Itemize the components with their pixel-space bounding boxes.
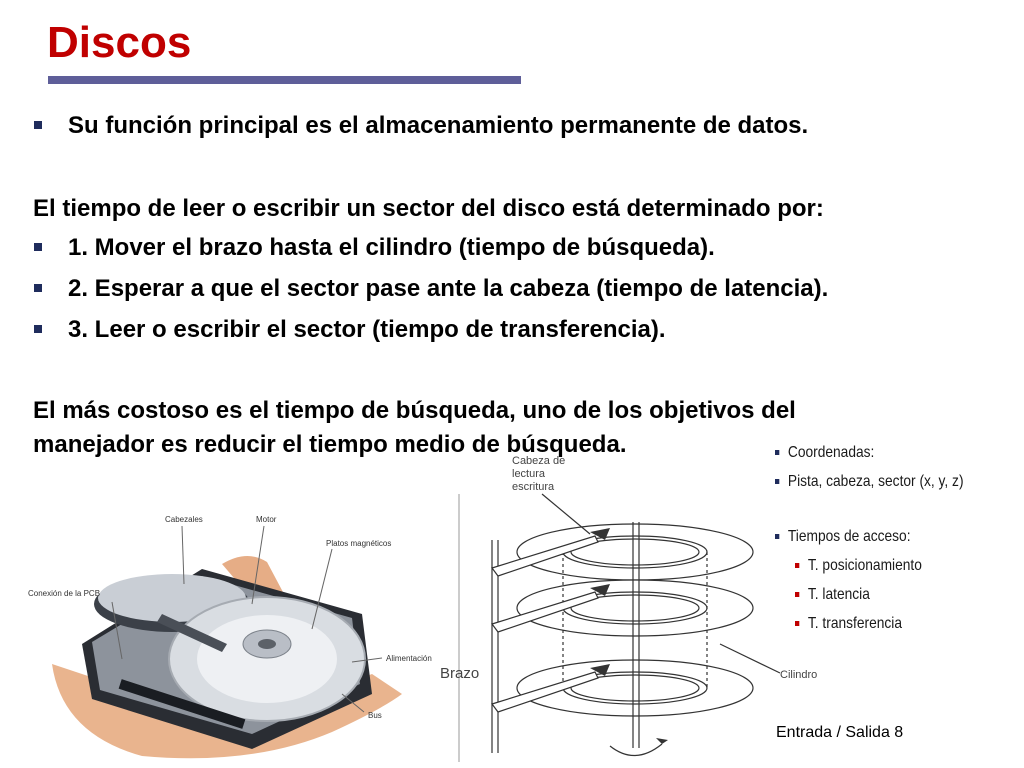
square-bullet-icon [34,243,42,251]
square-bullet-icon [775,450,779,455]
cylinder-pointer [720,644,780,673]
side-time-transfer: T. transferencia [795,615,902,633]
step-1: 1. Mover el brazo hasta el cilindro (tiempo de búsqueda). [34,234,715,262]
disk-geometry-diagram [430,448,818,768]
side-access-times: Tiempos de acceso: [775,528,911,546]
photo-label-bus: Bus [368,711,382,720]
square-bullet-icon [775,479,779,484]
diagram-label-cylinder: Cilindro [780,669,818,681]
photo-label-alimentacion: Alimentación [386,654,432,663]
square-bullet-icon [34,284,42,292]
bullet-function: Su función principal es el almacenamiento permanente de datos. [34,112,808,140]
spindle-center [258,639,276,649]
diagram-label-head-3: escritura [512,481,555,493]
rotation-arrow [610,744,662,756]
photo-label-conexion: Conexión de la PCB [28,589,101,598]
conclusion-line-2: manejador es reducir el tiempo medio de búsqueda. [33,431,627,458]
head-pointer [542,494,590,534]
rotation-arrow-head [656,738,668,744]
platter-ring [197,615,337,703]
square-bullet-icon [795,592,799,597]
slide-title: Discos [47,18,192,67]
conclusion-line-1: El más costoso es el tiempo de búsqueda, uno de los objetivos del [33,397,796,424]
side-coordinates-detail: Pista, cabeza, sector (x, y, z) [775,473,964,491]
step-3: 3. Leer o escribir el sector (tiempo de transferencia). [34,316,666,344]
square-bullet-icon [34,121,42,129]
square-bullet-icon [795,621,799,626]
photo-label-cabezales: Cabezales [165,515,203,524]
square-bullet-icon [34,325,42,333]
title-underline [48,76,521,84]
square-bullet-icon [795,563,799,568]
side-time-positioning: T. posicionamiento [795,557,922,575]
diagram-label-arm: Brazo [440,665,480,682]
square-bullet-icon [775,534,779,539]
diagram-label-head-2: lectura [512,468,546,480]
slide-footer: Entrada / Salida 8 [776,724,904,741]
side-coordinates: Coordenadas: [775,444,874,462]
photo-label-platos: Platos magnéticos [326,539,392,548]
intro-text: El tiempo de leer o escribir un sector del disco está determinado por: [33,195,824,222]
photo-label-motor: Motor [256,515,277,524]
step-2: 2. Esperar a que el sector pase ante la cabeza (tiempo de latencia). [34,275,828,303]
hard-drive-photo [22,494,460,762]
diagram-label-head-1: Cabeza de [512,455,566,467]
side-time-latency: T. latencia [795,586,870,604]
